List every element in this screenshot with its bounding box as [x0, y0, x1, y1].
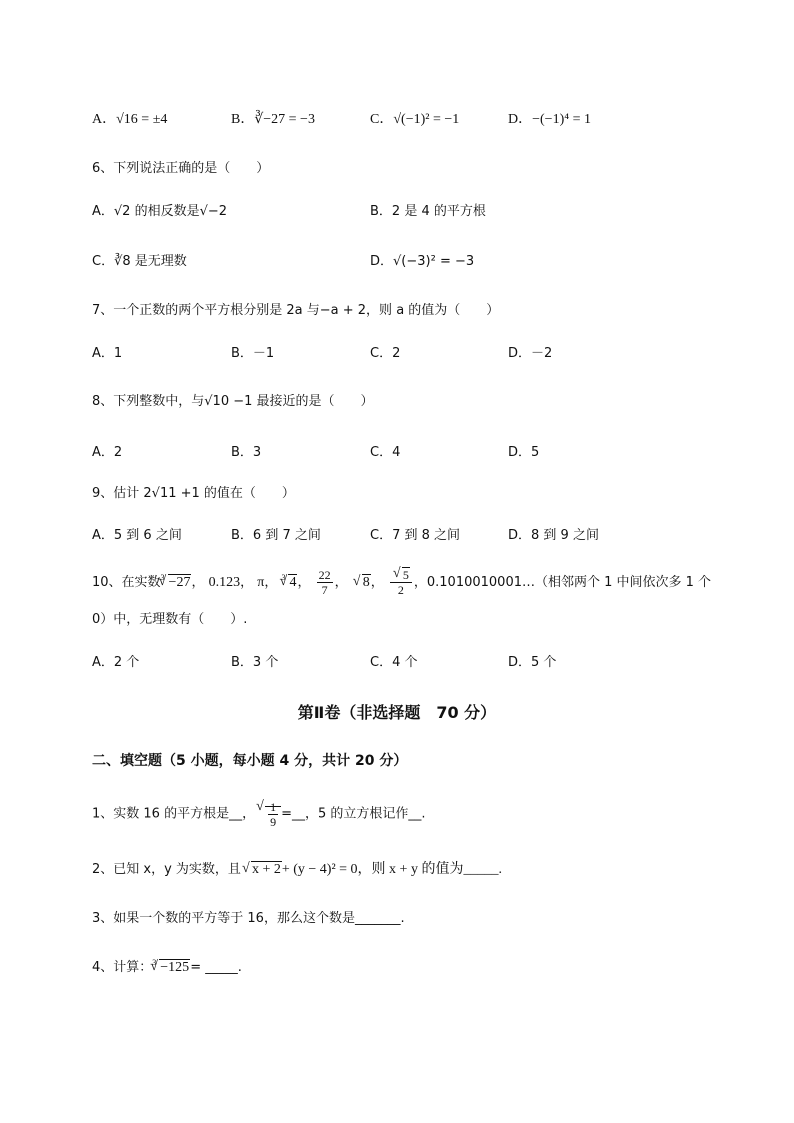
q7-option-c[interactable]: C．2 [370, 346, 401, 361]
fill-question-4: 4、计算：$^3$√ −125= _____. [92, 956, 242, 976]
fill-question-1: 1、实数 16 的平方根是__， √ $\frac{1}{9}$ =__，5 的立方根记作__. [92, 800, 426, 829]
q5-option-d[interactable]: D．−(−1)⁴ = 1 [508, 112, 592, 127]
q7-option-a[interactable]: A．1 [92, 346, 123, 361]
q10-pi: π [257, 575, 265, 590]
q9-option-b[interactable]: B．6 到 7 之间 [231, 528, 321, 543]
q9-option-c[interactable]: C．7 到 8 之间 [370, 528, 461, 543]
q6-stem: 6、下列说法正确的是（ ） [92, 161, 270, 176]
q7-option-b[interactable]: B．－1 [231, 346, 275, 361]
q10-tail: ，0.1010010001…（相邻两个 1 中间依次多 1 个 [413, 575, 712, 590]
q10-cbrt4: $^3$√ 4 [281, 575, 297, 590]
q9-option-a[interactable]: A．5 到 6 之间 [92, 528, 182, 543]
q10-option-c[interactable]: C．4 个 [370, 655, 418, 670]
q6-option-b[interactable]: B．2 是 4 的平方根 [370, 204, 486, 219]
q10-sqrt5-over-2: √ $\frac{5}{2}$ [390, 568, 412, 597]
q9-options [92, 524, 732, 546]
sqrt-one-ninth: √ $\frac{1}{9}$ [255, 807, 281, 822]
q10-prefix: 10、在实数 [92, 575, 161, 590]
fill-question-2: 2、已知 x，y 为实数，且√ x + 2+ (y − 4)² = 0，则 x + y 的值为_____. [92, 858, 502, 878]
q10-line2: 0）中，无理数有（ ）. [92, 612, 248, 627]
q9-stem: 9、估计 2√11 +1 的值在（ ） [92, 486, 295, 501]
fill-in-part-title: 二、填空题（5 小题，每小题 4 分，共计 20 分） [92, 753, 408, 769]
q9-option-d[interactable]: D．8 到 9 之间 [508, 528, 599, 543]
q6-options-row1 [92, 200, 732, 222]
q10-option-a[interactable]: A．2 个 [92, 655, 140, 670]
q6-option-d[interactable]: D．√(−3)² = −3 [370, 254, 475, 269]
q6-options-row2 [92, 250, 732, 272]
q8-stem: 8、下列整数中，与√10 −1 最接近的是（ ） [92, 394, 374, 409]
q5-option-a[interactable]: A．√16 = ±4 [92, 112, 168, 127]
q10-cbrt-neg27: $^3$√ −27 [161, 575, 192, 590]
q5-options [92, 108, 732, 130]
q5-option-b[interactable]: B．∛−27 = −3 [231, 112, 315, 127]
q8-option-b[interactable]: B．3 [231, 445, 262, 460]
q6-option-c[interactable]: C．∛8 是无理数 [92, 254, 187, 269]
q8-option-d[interactable]: D．5 [508, 445, 540, 460]
q8-option-c[interactable]: C．4 [370, 445, 401, 460]
q10-sqrt8: √ 8 [352, 575, 371, 590]
fill-question-3: 3、如果一个数的平方等于 16，那么这个数是_______. [92, 911, 405, 926]
sqrt-x-plus-2: √ x + 2 [241, 862, 282, 877]
q5-option-c[interactable]: C．√(−1)² = −1 [370, 112, 460, 127]
cbrt-neg125: $^3$√ −125 [152, 960, 190, 975]
q10-fraction-22-7: $\frac{22}{7}$ [318, 568, 331, 597]
q7-stem: 7、一个正数的两个平方根分别是 2a 与−a + 2，则 a 的值为（ ） [92, 303, 500, 318]
q10-repeating-decimal: 0.123 [208, 575, 241, 590]
q10-option-b[interactable]: B．3 个 [231, 655, 279, 670]
q6-option-a[interactable]: A．√2 的相反数是√−2 [92, 204, 228, 219]
q8-option-a[interactable]: A．2 [92, 445, 123, 460]
q10-stem: 10、在实数$^3$√ −27， 0.123， π， $^3$√ 4， $\frac{22}{7}$ ， √ 8， √ $\frac{5}{2}$ ，0.1010010001…（相邻两个 1 中间依次多 1 个 [92, 568, 711, 597]
section-ii-title: 第Ⅱ卷（非选择题 70 分） [297, 703, 497, 722]
q7-option-d[interactable]: D．－2 [508, 346, 553, 361]
q10-options [92, 651, 732, 673]
q10-option-d[interactable]: D．5 个 [508, 655, 557, 670]
q8-options [92, 441, 732, 463]
q7-options [92, 342, 732, 364]
